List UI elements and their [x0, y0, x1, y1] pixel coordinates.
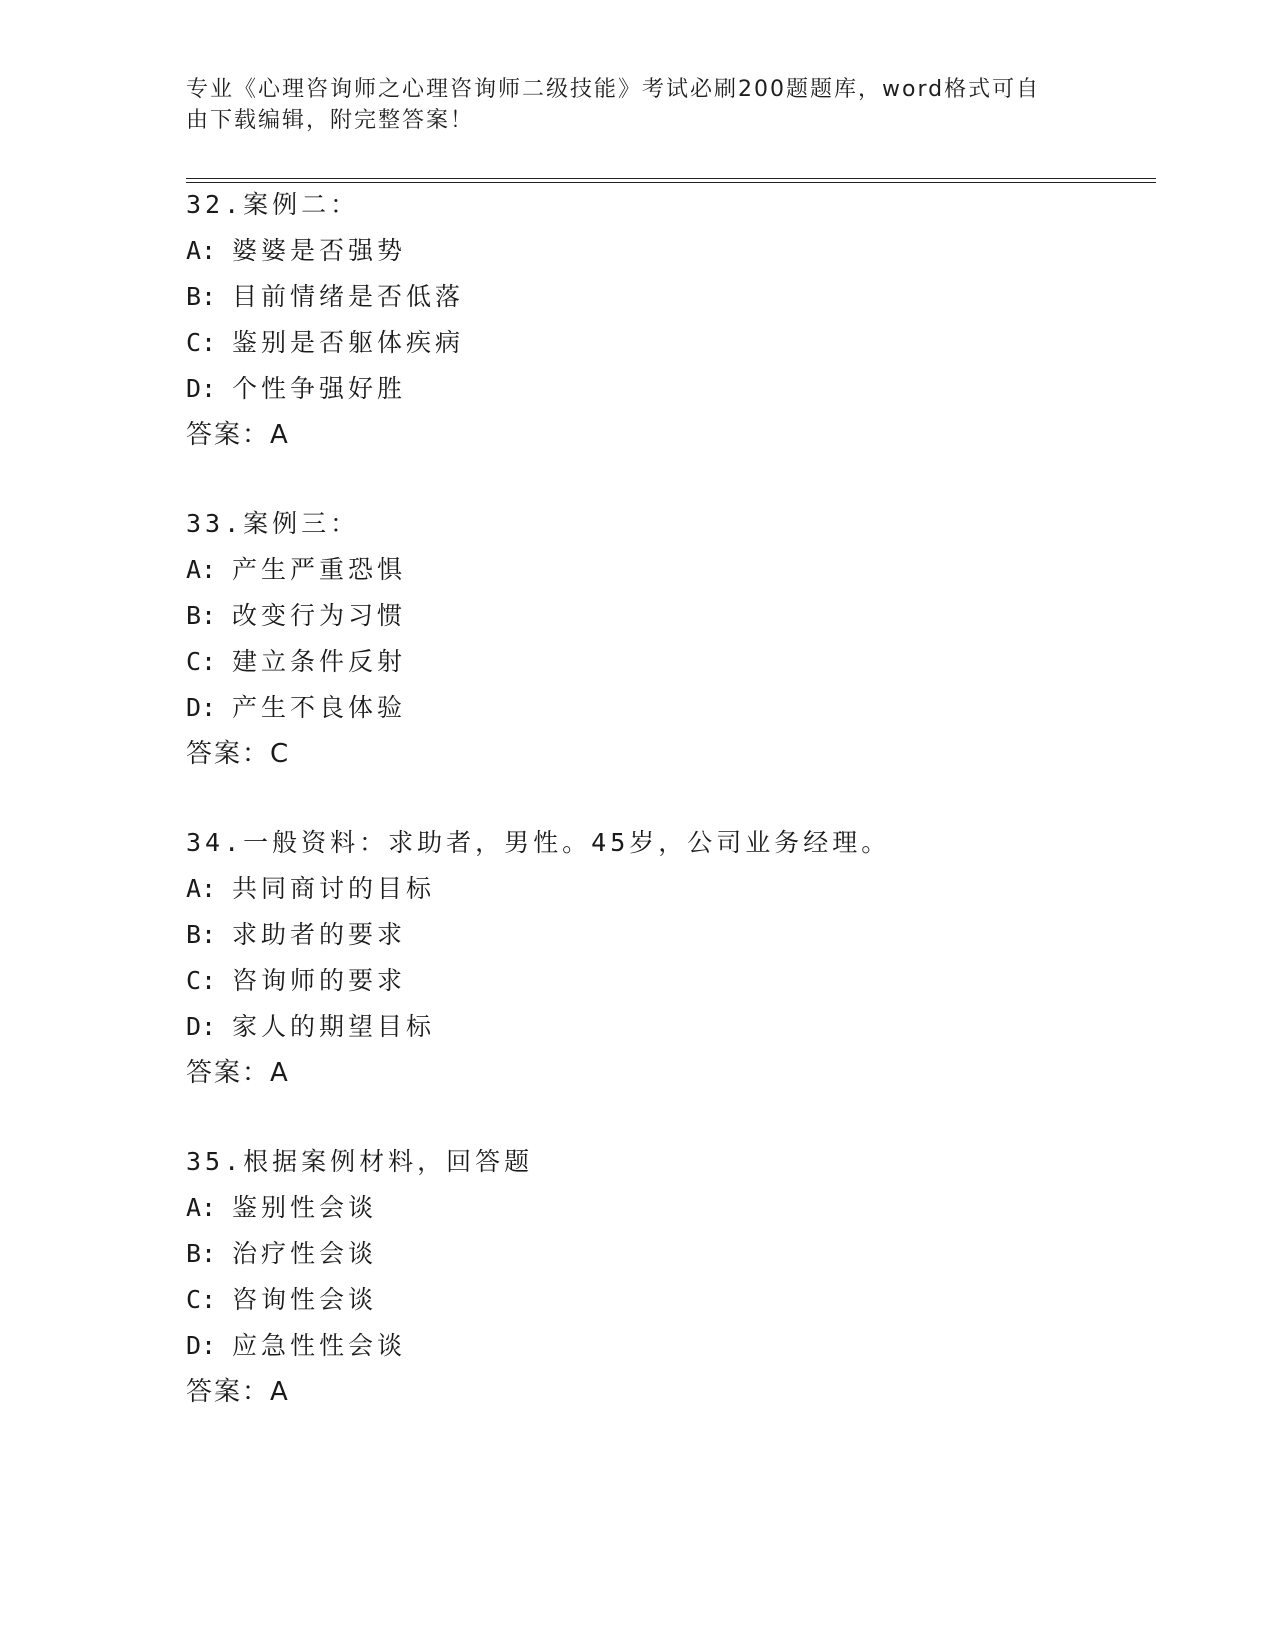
option-letter: B: — [186, 282, 217, 311]
answer-line: 答案：A — [186, 1058, 290, 1088]
option-d — [186, 366, 1146, 412]
answer-line: 答案：A — [186, 1377, 290, 1407]
option-d — [186, 1323, 1146, 1369]
option-text: 鉴别是否躯体疾病 — [232, 328, 465, 357]
option-text: 产生不良体验 — [232, 693, 407, 722]
option-a — [186, 866, 1146, 912]
option-d — [186, 1004, 1146, 1050]
option-text: 改变行为习惯 — [232, 601, 407, 630]
option-d — [186, 685, 1146, 731]
option-letter: C: — [186, 328, 217, 357]
question-stem: 34.一般资料：求助者，男性。45岁，公司业务经理。 — [186, 828, 891, 857]
answer-line: 答案：A — [186, 420, 290, 450]
option-text: 应急性性会谈 — [232, 1331, 407, 1360]
option-text: 个性争强好胜 — [232, 374, 407, 403]
question-33 — [186, 501, 1146, 777]
option-letter: D: — [186, 374, 217, 403]
question-stem: 32.案例二： — [186, 190, 360, 219]
option-text: 家人的期望目标 — [232, 1012, 436, 1041]
option-letter: C: — [186, 966, 217, 995]
option-text: 产生严重恐惧 — [232, 555, 407, 584]
option-a — [186, 228, 1146, 274]
option-letter: B: — [186, 601, 217, 630]
option-text: 建立条件反射 — [232, 647, 407, 676]
option-text: 共同商讨的目标 — [232, 874, 436, 903]
option-letter: C: — [186, 647, 217, 676]
option-text: 咨询师的要求 — [232, 966, 407, 995]
option-c — [186, 1277, 1146, 1323]
option-letter: D: — [186, 693, 217, 722]
question-32 — [186, 182, 1146, 458]
option-letter: D: — [186, 1012, 217, 1041]
option-letter: A: — [186, 236, 217, 265]
document-header — [186, 74, 1066, 136]
option-text: 婆婆是否强势 — [232, 236, 407, 265]
option-letter: B: — [186, 1239, 217, 1268]
option-b — [186, 274, 1146, 320]
question-stem: 35.根据案例材料，回答题 — [186, 1147, 534, 1176]
option-letter: A: — [186, 874, 217, 903]
option-letter: B: — [186, 920, 217, 949]
option-c — [186, 320, 1146, 366]
option-a — [186, 547, 1146, 593]
option-text: 求助者的要求 — [232, 920, 407, 949]
option-letter: A: — [186, 1193, 217, 1222]
option-letter: C: — [186, 1285, 217, 1314]
option-letter: D: — [186, 1331, 217, 1360]
option-text: 鉴别性会谈 — [232, 1193, 378, 1222]
header-line-2: 由下载编辑，附完整答案！ — [186, 108, 475, 133]
question-stem: 33.案例三： — [186, 509, 360, 538]
option-letter: A: — [186, 555, 217, 584]
option-b — [186, 593, 1146, 639]
option-b — [186, 912, 1146, 958]
question-35 — [186, 1139, 1146, 1415]
header-line-1: 专业《心理咨询师之心理咨询师二级技能》考试必刷200题题库，word格式可自 — [186, 77, 1041, 102]
option-a — [186, 1185, 1146, 1231]
option-b — [186, 1231, 1146, 1277]
option-c — [186, 639, 1146, 685]
option-text: 治疗性会谈 — [232, 1239, 378, 1268]
option-text: 咨询性会谈 — [232, 1285, 378, 1314]
option-text: 目前情绪是否低落 — [232, 282, 465, 311]
header-divider-top — [186, 178, 1156, 179]
question-34 — [186, 820, 1146, 1096]
option-c — [186, 958, 1146, 1004]
answer-line: 答案：C — [186, 739, 291, 769]
